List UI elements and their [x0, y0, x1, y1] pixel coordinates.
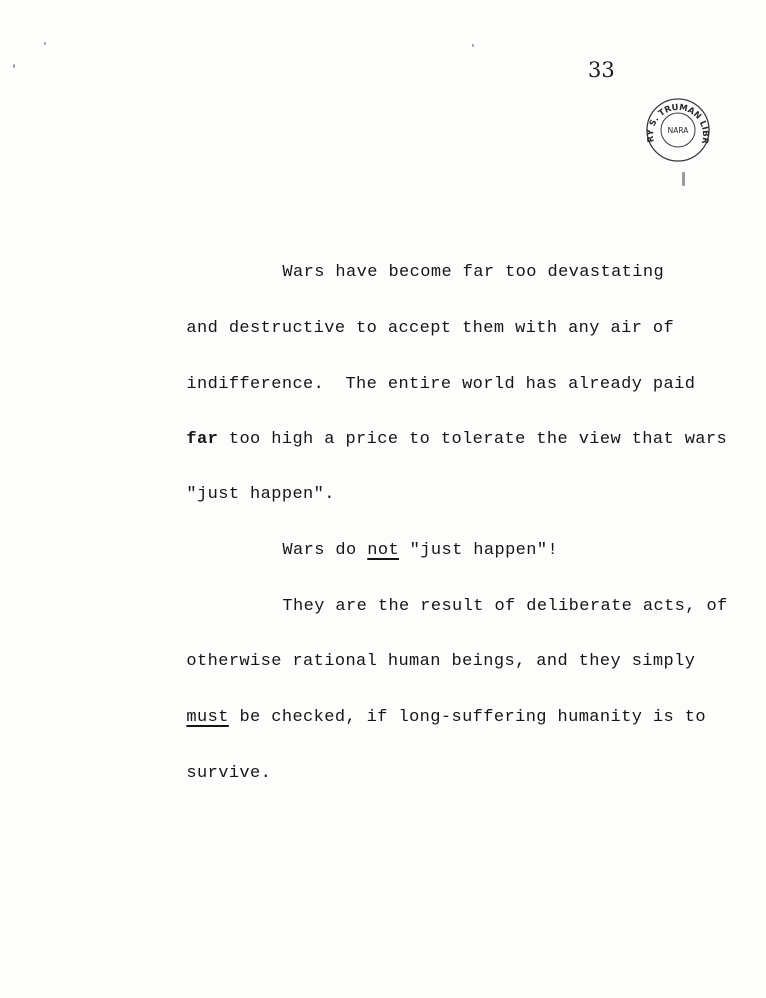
text-line: [144, 466, 335, 523]
text-segment: otherwise rational human beings, and they simply: [186, 652, 696, 671]
archive-stamp: [644, 96, 712, 164]
text-segment: too high a price to tolerate the view that wars: [218, 430, 728, 449]
text-segment: indifference. The entire world has already paid: [186, 375, 696, 394]
bold-word: far: [186, 430, 219, 449]
text-segment: be checked, if long-suffering humanity is to: [228, 708, 706, 727]
text-line: [144, 300, 674, 357]
text-line: [144, 745, 271, 802]
text-segment: "just happen".: [186, 485, 335, 504]
text-line: [144, 633, 695, 690]
paper-speck: [13, 64, 15, 68]
underlined-word: must: [186, 708, 229, 727]
text-line: [240, 522, 558, 579]
text-segment: They are the result of deliberate acts, of: [282, 597, 728, 616]
text-segment: Wars have become far too devastating: [282, 263, 665, 282]
text-line: [240, 578, 728, 635]
text-line: [240, 244, 664, 301]
text-segment: Wars do: [282, 541, 368, 560]
text-segment: survive.: [186, 764, 272, 783]
text-segment: "just happen"!: [399, 541, 559, 560]
text-line: [144, 689, 706, 746]
text-line: [144, 411, 727, 468]
paper-speck: [472, 44, 474, 47]
text-line: [144, 356, 695, 413]
page-number: 33: [588, 58, 615, 82]
paper-speck: [682, 172, 685, 186]
text-segment: and destructive to accept them with any air of: [186, 319, 675, 338]
stamp-center-text: NARA: [667, 126, 689, 135]
library-seal-icon: [644, 96, 712, 164]
svg-text:HARRY S. TRUMAN LIBRARY: [644, 96, 710, 145]
underlined-word: not: [367, 541, 400, 560]
stamp-arc-text: RY S. TRUMAN LIBR: [645, 102, 711, 145]
paper-speck: [44, 42, 46, 45]
